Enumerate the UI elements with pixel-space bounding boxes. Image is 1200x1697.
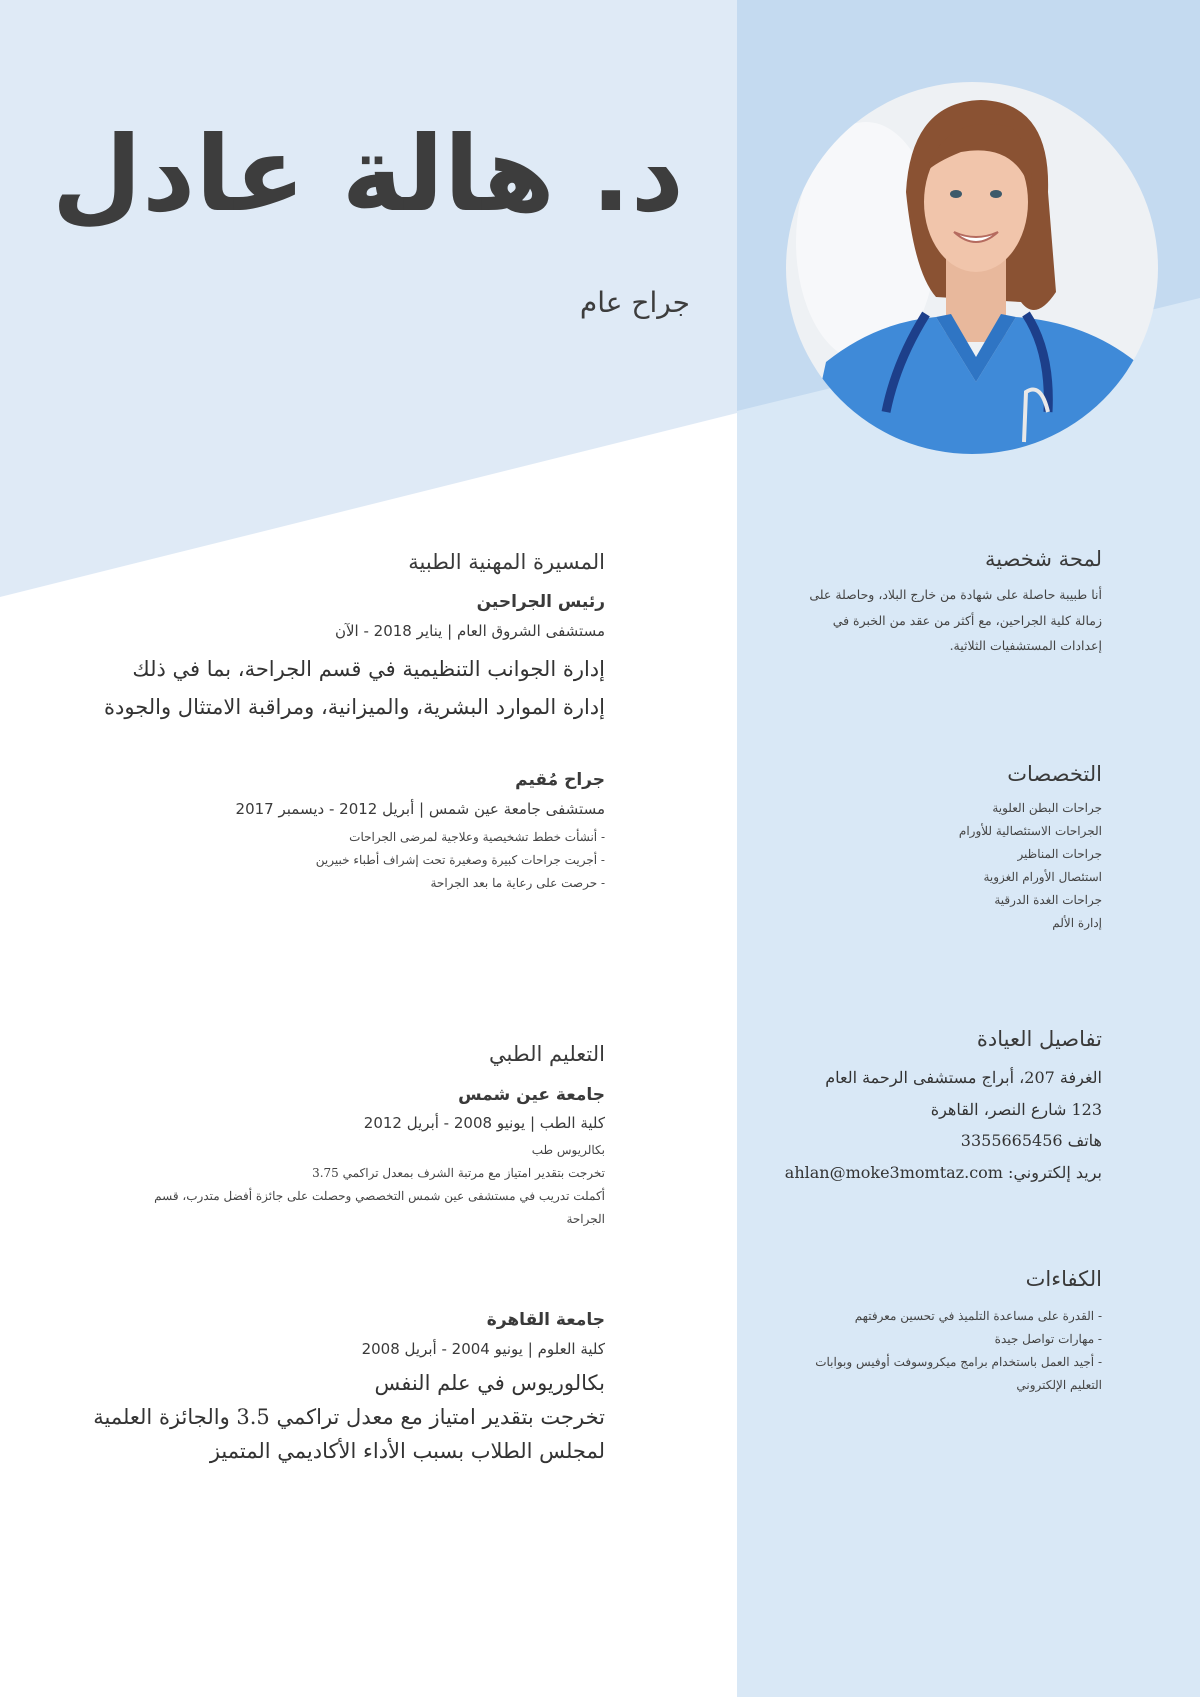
specialty-item: إدارة الألم	[1052, 916, 1102, 930]
school-line: تخرجت بتقدير امتياز مع معدل تراكمي 3.5 والجائزة العلمية	[93, 1405, 605, 1429]
school-meta-1: كلية الطب | يونيو 2008 - أبريل 2012	[363, 1114, 605, 1132]
school-name-1: جامعة عين شمس	[458, 1085, 605, 1105]
career-heading: المسيرة المهنية الطبية	[408, 550, 605, 574]
job-line: إدارة الموارد البشرية، والميزانية، ومراقبة الامتثال والجودة	[104, 695, 605, 719]
school-line: بكالريوس طب	[531, 1143, 605, 1157]
job-bullet: - أنشأت خطط تشخيصية وعلاجية لمرضى الجراحات	[349, 830, 605, 844]
school-line: الجراحة	[566, 1212, 605, 1226]
skill-item: - أجيد العمل باستخدام برامج ميكروسوفت أوفيس وبوابات	[815, 1355, 1102, 1369]
specialties-list	[959, 797, 1102, 935]
school-line: تخرجت بتقدير امتياز مع مرتبة الشرف بمعدل تراكمي 3.75	[312, 1166, 605, 1180]
school-details-2	[93, 1366, 605, 1468]
school-line: أكملت تدريب في مستشفى عين شمس التخصصي وحصلت على جائزة أفضل متدرب، قسم	[154, 1189, 605, 1203]
profile-heading: لمحة شخصية	[985, 547, 1102, 571]
job-title-1: رئيس الجراحين	[476, 592, 605, 612]
clinic-street: 123 شارع النصر، القاهرة	[930, 1099, 1102, 1119]
profile-line: أنا طبيبة حاصلة على شهادة من خارج البلاد، وحاصلة على	[809, 587, 1102, 602]
profile-photo	[786, 82, 1158, 454]
skill-item: - مهارات تواصل جيدة	[994, 1332, 1102, 1346]
job-bullets-2	[316, 826, 605, 895]
school-line: بكالوريوس في علم النفس	[374, 1371, 605, 1395]
specialty-item: جراحات البطن العلوية	[992, 801, 1102, 815]
job-line: إدارة الجوانب التنظيمية في قسم الجراحة، بما في ذلك	[132, 657, 605, 681]
clinic-phone: هاتف 3355665456	[960, 1131, 1102, 1150]
school-line: لمجلس الطلاب بسبب الأداء الأكاديمي المتميز	[209, 1439, 605, 1463]
profile-line: إعدادات المستشفيات الثلاثية.	[949, 638, 1102, 653]
clinic-email[interactable]: بريد إلكتروني: ahlan@moke3momtaz.com	[784, 1162, 1102, 1182]
job-meta-2: مستشفى جامعة عين شمس | أبريل 2012 - ديسمبر 2017	[235, 800, 605, 818]
school-meta-2: كلية العلوم | يونيو 2004 - أبريل 2008	[361, 1340, 605, 1358]
specialty-item: الجراحات الاستئصالية للأورام	[958, 824, 1102, 838]
profile-text	[809, 582, 1102, 659]
clinic-address: الغرفة 207، أبراج مستشفى الرحمة العام	[825, 1068, 1102, 1087]
specialty-item: جراحات الغدة الدرقية	[994, 893, 1102, 907]
job-title-2: جراح مُقيم	[515, 770, 605, 790]
school-details-1	[154, 1139, 605, 1231]
clinic-heading: تفاصيل العيادة	[976, 1027, 1102, 1051]
doctor-name: د. هالة عادل	[51, 113, 684, 235]
clinic-details	[785, 1062, 1102, 1188]
school-name-2: جامعة القاهرة	[486, 1310, 605, 1330]
profile-line: زمالة كلية الجراحين، مع أكثر من عقد من الخبرة في	[832, 612, 1102, 628]
specialty-item: جراحات المناظير	[1017, 847, 1102, 861]
specialties-heading: التخصصات	[1007, 762, 1102, 786]
education-heading: التعليم الطبي	[489, 1042, 605, 1066]
job-meta-1: مستشفى الشروق العام | يناير 2018 - الآن	[334, 622, 605, 640]
skill-item: - القدرة على مساعدة التلميذ في تحسين معرفتهم	[854, 1309, 1102, 1323]
specialty-item: استئصال الأورام الغزوية	[983, 870, 1102, 884]
skill-item: التعليم الإلكتروني	[1016, 1378, 1102, 1392]
job-bullet: - حرصت على رعاية ما بعد الجراحة	[430, 876, 605, 890]
job-bullet: - أجريت جراحات كبيرة وصغيرة تحت إشراف أطباء خبيرين	[315, 853, 605, 867]
job-description-1	[104, 650, 605, 726]
skills-heading: الكفاءات	[1025, 1267, 1102, 1291]
skills-list	[815, 1305, 1102, 1397]
job-title: جراح عام	[579, 286, 690, 319]
